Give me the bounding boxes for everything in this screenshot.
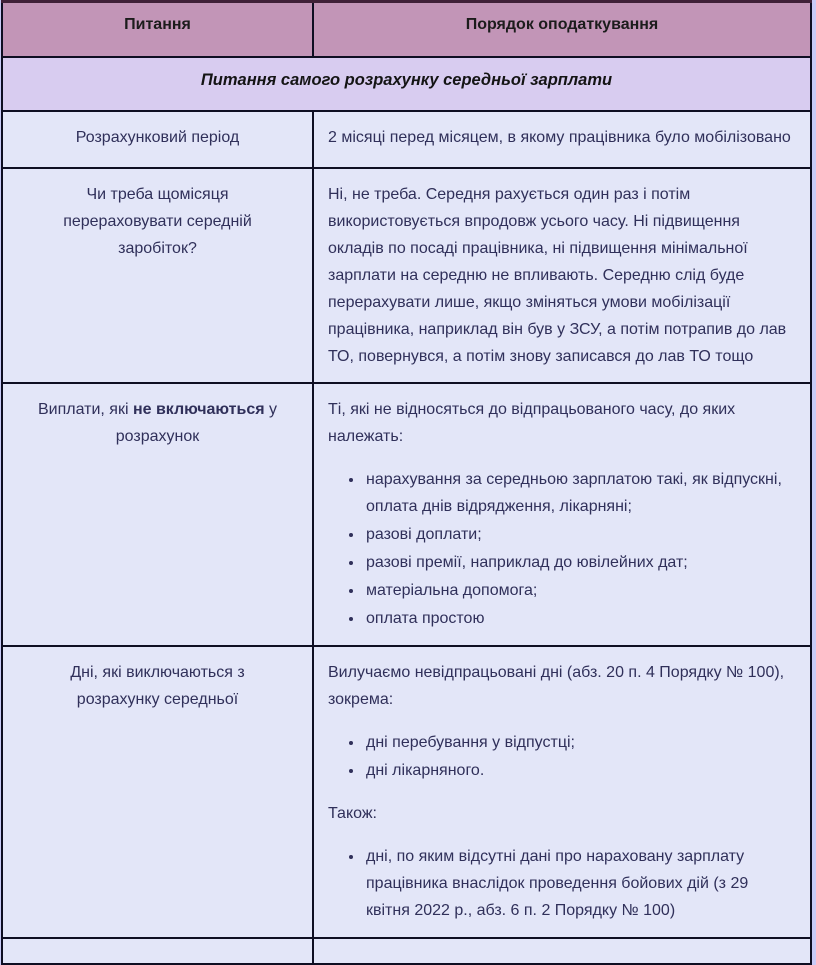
table-body	[2, 111, 811, 964]
question-cell	[2, 646, 313, 938]
question-cell	[2, 111, 313, 168]
answer-list	[328, 843, 792, 924]
question-text: Чи треба щомісяця перераховувати середній заробіток?	[63, 185, 252, 257]
answer-cell	[313, 938, 811, 964]
column-header-question: Питання	[2, 2, 313, 57]
section-row	[2, 57, 811, 111]
question-text: Розрахунковий період	[75, 128, 240, 146]
question-cell	[2, 168, 313, 383]
answer-paragraph: Вилучаємо невідпрацьовані дні (абз. 20 п. 4 Порядку № 100), зокрема:	[328, 663, 785, 708]
answer-paragraph: Ні, не треба. Середня рахується один раз і потім використовується впродовж усього часу. Ні підвищення окладів по посаді працівника, ні підвищення мінімальної зарплати на середню не впливають. Середню слід буде перерахувати лише, якщо зміняться умови мобілізації працівника, наприклад він був у ЗСУ, а потім потрапив до лав ТО, повернувся, а потім знову записався до лав ТО тощо	[328, 185, 787, 365]
answer-cell	[313, 383, 811, 646]
question-cell	[2, 938, 313, 964]
answer-cell	[313, 168, 811, 383]
answer-paragraph: Ті, які не відносяться до відпрацьованого часу, до яких належать:	[328, 400, 736, 445]
question-text: Дні, які виключаються з розрахунку середньої	[70, 663, 245, 708]
answer-list-item: • матеріальна допомога;	[364, 577, 792, 604]
answer-list-item: • разові доплати;	[364, 521, 792, 548]
answer-list-item: • оплата простою	[364, 605, 792, 632]
table-row	[2, 938, 811, 964]
answer-list-item: • дні, по яким відсутні дані про нараховану зарплату працівника внаслідок проведення бойових дій (з 29 квітня 2022 р., абз. 6 п. 2 Порядку № 100)	[364, 843, 792, 924]
answer-list-item: • дні лікарняного.	[364, 757, 792, 784]
table-row	[2, 383, 811, 646]
answer-list	[328, 466, 792, 632]
section-title: Питання самого розрахунку середньої зарплати	[2, 57, 811, 111]
answer-paragraph: 2 місяці перед місяцем, в якому працівника було мобілізовано	[328, 128, 791, 146]
answer-list-item: • разові премії, наприклад до ювілейних дат;	[364, 549, 792, 576]
answer-list-item: • нарахування за середньою зарплатою такі, як відпускні, оплата днів відрядження, лікарняні;	[364, 466, 792, 520]
table-row	[2, 111, 811, 168]
answer-paragraph: Також:	[328, 804, 377, 822]
question-text-bold: не включаються	[132, 400, 265, 418]
question-text: Виплати, які	[37, 400, 133, 418]
question-cell	[2, 383, 313, 646]
column-header-taxation: Порядок оподаткування	[313, 2, 811, 57]
question-text: у розрахунок	[115, 400, 278, 445]
answer-cell	[313, 646, 811, 938]
table-row	[2, 646, 811, 938]
answer-list	[328, 729, 792, 784]
salary-tax-table	[1, 0, 812, 965]
answer-cell	[313, 111, 811, 168]
answer-list-item: • дні перебування у відпустці;	[364, 729, 792, 756]
table-row	[2, 168, 811, 383]
table-header-row	[2, 2, 811, 57]
